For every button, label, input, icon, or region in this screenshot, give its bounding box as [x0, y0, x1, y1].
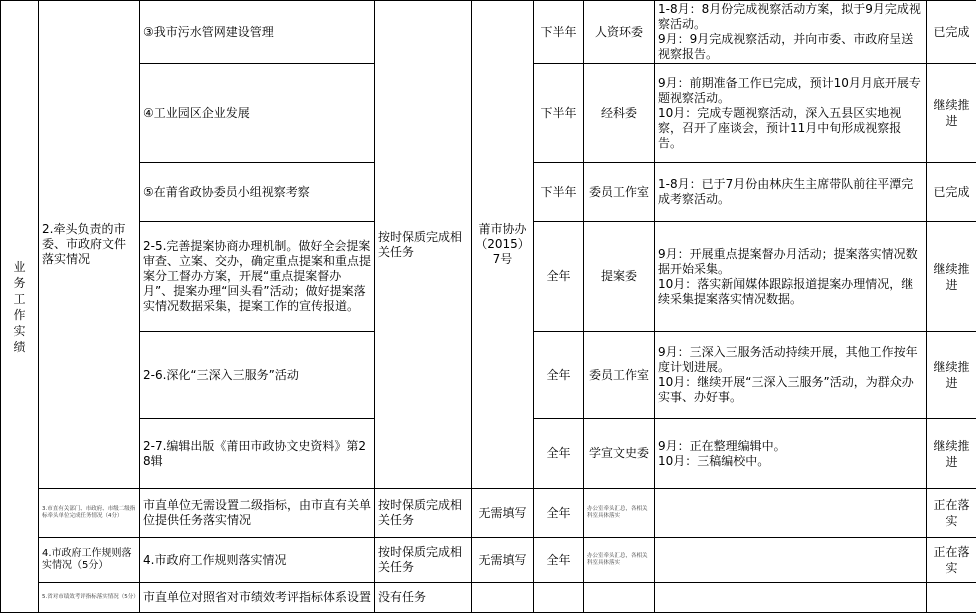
task-cell: ⑤在莆省政协委员小组视察考察	[140, 163, 375, 222]
period-cell: 全年	[534, 222, 584, 332]
indicator-label-cell: 4.市政府工作规则落实情况（5分）	[39, 538, 140, 583]
progress-cell	[655, 538, 927, 583]
task-cell: ③我市污水管网建设管理	[140, 1, 375, 64]
progress-cell	[655, 583, 927, 613]
requirement-cell: 按时保质完成相关任务	[375, 538, 472, 583]
requirement-cell: 没有任务	[375, 583, 472, 613]
dept-cell: 办公室牵头汇总，各相关科室具体落实	[584, 489, 655, 538]
progress-cell: 9月：三深入三服务活动持续开展，其他工作按年度计划进展。 10月：继续开展“三深入三服务”活动，为群众办实事、办好事。	[655, 332, 927, 419]
dept-cell: 经科委	[584, 64, 655, 163]
status-cell: 正在落实	[927, 489, 976, 538]
category-cell: 业 务 工 作 实 绩	[1, 1, 39, 613]
basis-cell: 无需填写	[472, 489, 534, 538]
dept-cell: 学宣文史委	[584, 419, 655, 489]
task-cell: ④工业园区企业发展	[140, 64, 375, 163]
task-cell: 市直单位无需设置二级指标，由市直有关单位提供任务落实情况	[140, 489, 375, 538]
dept-cell	[584, 583, 655, 613]
status-cell: 继续推进	[927, 64, 976, 163]
requirement-cell: 按时保质完成相关任务	[375, 489, 472, 538]
period-cell: 全年	[534, 419, 584, 489]
status-cell: 继续推进	[927, 332, 976, 419]
dept-cell: 委员工作室	[584, 332, 655, 419]
task-cell: 2-7.编辑出版《莆田市政协文史资料》第28辑	[140, 419, 375, 489]
task-cell: 2-6.深化“三深入三服务”活动	[140, 332, 375, 419]
status-cell: 正在落实	[927, 538, 976, 583]
progress-cell: 9月：前期准备工作已完成，预计10月月底开展专题视察活动。 10月：完成专题视察活动，深入五县区实地视察，召开了座谈会，预计11月中旬形成视察报告。	[655, 64, 927, 163]
period-cell: 全年	[534, 489, 584, 538]
basis-cell: 莆市协办（2015）7号	[472, 1, 534, 489]
task-cell: 市直单位对照省对市绩效考评指标体系设置	[140, 583, 375, 613]
period-cell	[534, 583, 584, 613]
period-cell: 全年	[534, 538, 584, 583]
progress-cell: 9月：开展重点提案督办月活动；提案落实情况数据开始采集。 10月：落实新闻媒体跟踪报道提案办理情况，继续采集提案落实情况数据。	[655, 222, 927, 332]
period-cell: 下半年	[534, 1, 584, 64]
group-title-cell: 2.牵头负责的市委、市政府文件落实情况	[39, 1, 140, 489]
requirement-cell: 按时保质完成相关任务	[375, 1, 472, 489]
progress-cell	[655, 489, 927, 538]
dept-cell: 人资环委	[584, 1, 655, 64]
indicator-label-cell: 5.省对市绩效考评指标落实情况（5分）	[39, 583, 140, 613]
period-cell: 下半年	[534, 64, 584, 163]
dept-cell: 提案委	[584, 222, 655, 332]
progress-cell: 9月：正在整理编辑中。 10月：三稿编校中。	[655, 419, 927, 489]
status-cell: 继续推进	[927, 222, 976, 332]
basis-cell: 无需填写	[472, 538, 534, 583]
status-cell: 继续推进	[927, 419, 976, 489]
dept-cell: 办公室牵头汇总，各相关科室具体落实	[584, 538, 655, 583]
task-cell: 2-5.完善提案协商办理机制。做好全会提案审查、立案、交办，确定重点提案和重点提案分工督办方案，开展“重点提案督办月”、提案办理“回头看”活动；做好提案落实情况数据采集，提案工作的宣传报道。	[140, 222, 375, 332]
table-row	[1, 583, 976, 613]
status-cell: 已完成	[927, 1, 976, 64]
status-cell	[927, 583, 976, 613]
dept-cell: 委员工作室	[584, 163, 655, 222]
task-cell: 4.市政府工作规则落实情况	[140, 538, 375, 583]
progress-cell: 1-8月：已于7月份由林庆生主席带队前往平潭完成考察活动。	[655, 163, 927, 222]
period-cell: 全年	[534, 332, 584, 419]
period-cell: 下半年	[534, 163, 584, 222]
progress-cell: 1-8月：8月份完成视察活动方案，拟于9月完成视察活动。 9月：9月完成视察活动，并向市委、市政府呈送视察报告。	[655, 1, 927, 64]
basis-cell	[472, 583, 534, 613]
table-row	[1, 489, 976, 538]
status-cell: 已完成	[927, 163, 976, 222]
indicator-label-cell: 3.市直有关部门、市政府、市级二级指标牵头单位完成任务情况（4分）	[39, 489, 140, 538]
table-row	[1, 538, 976, 583]
table-row	[1, 1, 976, 64]
